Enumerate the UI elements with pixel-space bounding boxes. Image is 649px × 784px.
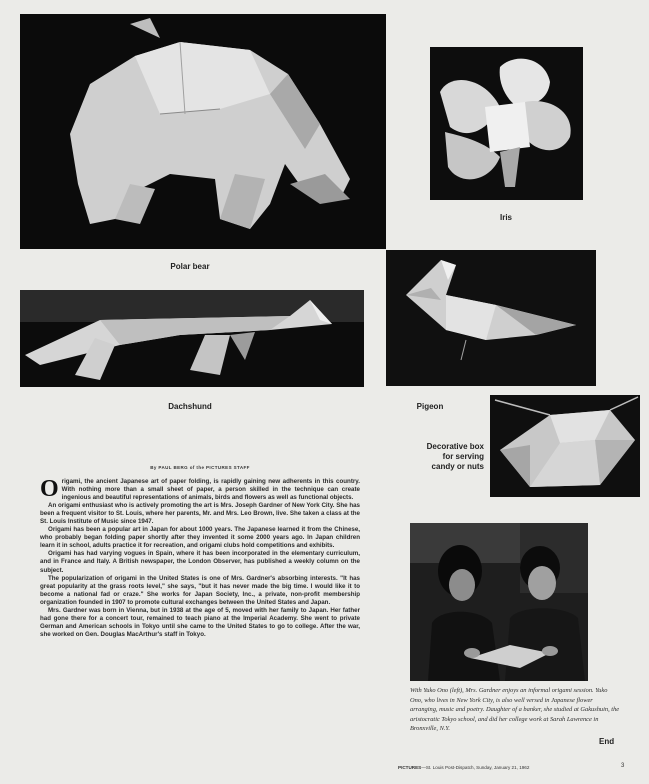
- article-paragraph: The popularization of origami in the United States is one of Mrs. Gardner's absorbing interests. "It has great popularity at the grass roots level," she says, "but it has never made the big time. I would like it to become a national fad or craze." She works for Japan Society, Inc., a private, non-profit membership organization founded in 1907 to promote cultural exchanges between the United States and Japan.: [40, 574, 360, 606]
- article-byline: By PAUL BERG of the PICTURES STAFF: [150, 465, 250, 470]
- article-body: [40, 478, 360, 736]
- pigeon-caption: Pigeon: [416, 402, 444, 411]
- decorative-box-caption-line: candy or nuts: [431, 462, 484, 471]
- portrait-photo: [410, 523, 588, 681]
- decorative-box-caption: [400, 442, 484, 472]
- decorative-box-caption-line: Decorative box: [426, 442, 484, 451]
- footer-publication: PICTURES: [398, 765, 422, 770]
- dachshund-photo: [20, 290, 364, 387]
- pigeon-photo: [386, 250, 596, 386]
- article-paragraph: Mrs. Gardner was born in Vienna, but in 1938 at the age of 5, moved with her family to Japan. Her father had gone there for a concert tour, remained to teach piano at the Imperial Academy. She went to private German and American schools in Tokyo until she came to the United States to go to college. After the war, she worked on Gen. Douglas MacArthur's staff in Tokyo.: [40, 606, 360, 638]
- polar-bear-caption: Polar bear: [170, 262, 210, 271]
- decorative-box-photo: [490, 395, 640, 497]
- iris-photo: [430, 47, 583, 200]
- iris-caption: Iris: [499, 213, 512, 222]
- page-footer: [398, 765, 613, 770]
- drop-cap: O: [40, 478, 59, 502]
- dachshund-caption: Dachshund: [168, 402, 212, 411]
- decorative-box-caption-line: for serving: [442, 452, 484, 461]
- article-paragraph: Origami, the ancient Japanese art of paper folding, is rapidly gaining new adherents in this country. With nothing more than a small sheet of paper, a person skilled in the technique can create ingenious and beautiful representations of animals, birds and flowers as well as functional objects.: [40, 478, 360, 502]
- article-paragraph: Origami has had varying vogues in Spain, where it has been incorporated in the elementary curriculum, and in France and Italy. A British newspaper, the London Observer, has published a weekly column on the subject.: [40, 550, 360, 574]
- portrait-caption: With Yuko Ono (left), Mrs. Gardner enjoys an informal origami session. Yuko Ono, who lives in New York City, is also well versed in Japanese flower arranging, music and poetry. Daughter of a banker, she studied at Gakushuin, the aristocratic Tokyo school, and did her college work at Sarah Lawrence in Bronxville, N.Y.: [410, 687, 620, 733]
- page-number: 3: [621, 763, 625, 769]
- footer-dateline: —St. Louis Post-Dispatch, Sunday, January 21, 1962: [421, 765, 530, 770]
- article-paragraph: An origami enthusiast who is actively promoting the art is Mrs. Joseph Gardner of New York City. She has been a frequent visitor to St. Louis, where her parents, Mr. and Mrs. Leo Brown, live. She taken a class at the St. Louis Institute of Music since 1947.: [40, 502, 360, 526]
- end-mark: End: [599, 737, 615, 746]
- polar-bear-photo: [20, 14, 386, 249]
- article-paragraph: Origami has been a popular art in Japan for about 1000 years. The Japanese learned it from the Chinese, who probably began folding paper shortly after they invented it some 2000 years ago. In Japan children learn it in school, adults practice it for recreation, and origami clubs hold competitions and exhibits.: [40, 526, 360, 550]
